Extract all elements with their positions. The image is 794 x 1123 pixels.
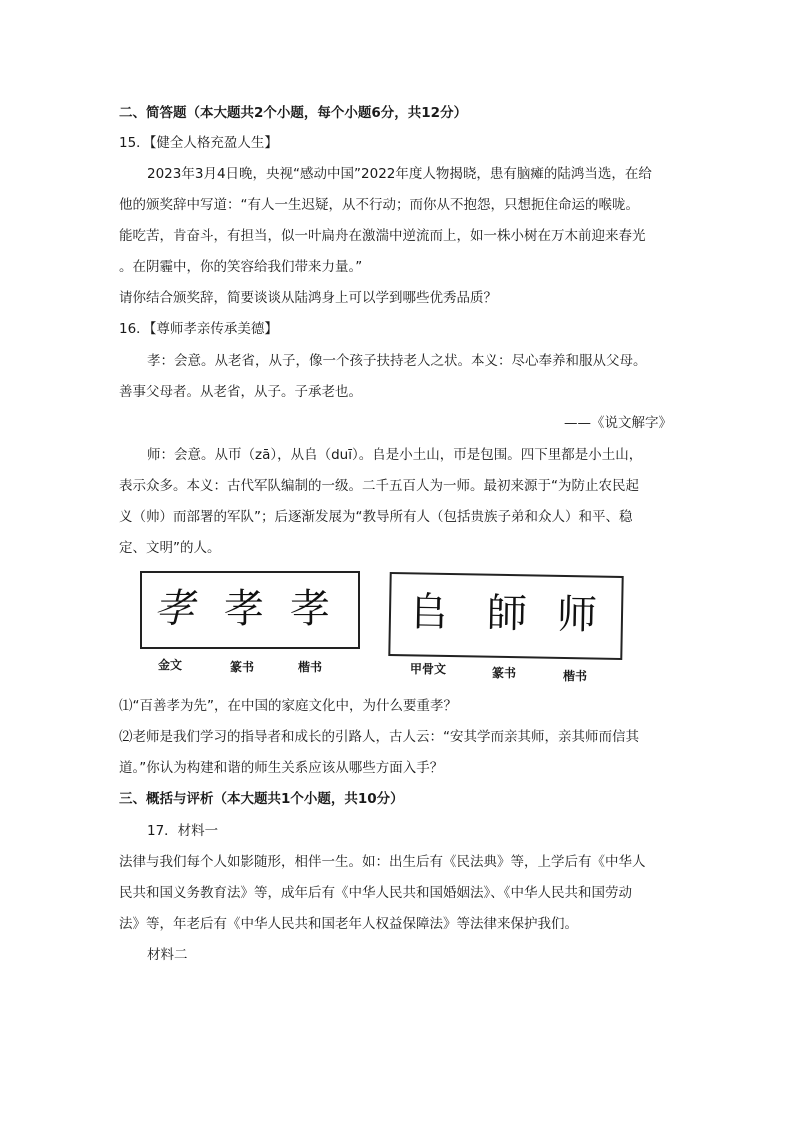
q15-title: 15．【健全人格充盈人生】	[119, 135, 278, 151]
xiao-jinwen-glyph: 孝	[154, 586, 194, 632]
q16-title: 16．【尊师孝亲传承美德】	[119, 321, 278, 337]
q16-source: ——《说文解字》	[564, 415, 672, 431]
xiao-caption-zhuanshu: 篆书	[230, 660, 255, 674]
section2-heading: 二、简答题（本大题共2个小题，每个小题6分，共12分）	[119, 105, 468, 121]
shi-zhuanshu-glyph: 師	[486, 590, 528, 638]
xiao-script-figure	[140, 571, 360, 649]
q15-question: 请你结合颁奖辞，简要谈谈从陆鸿身上可以学到哪些优秀品质？	[119, 290, 497, 306]
q15-paragraph-line-2: 他的颁奖辞中写道：“有人一生迟疑，从不行动；而你从不抱怨，只想扼住命运的喉咙。	[119, 197, 639, 213]
q16-sub-question-2-line-2: 道。”你认为构建和谐的师生关系应该从哪些方面入手？	[119, 760, 444, 776]
q15-paragraph-line-1: 2023年3月4日晚，央视“感动中国”2022年度人物揭晓，患有脑瘫的陆鸿当选，在给	[147, 166, 652, 182]
shi-caption-kaishu: 楷书	[563, 669, 588, 683]
q17-material1-line-2: 民共和国义务教育法》等，成年后有《中华人民共和国婚姻法》、《中华人民共和国劳动	[119, 885, 632, 901]
q15-paragraph-line-4: 。在阴霾中，你的笑容给我们带来力量。”	[119, 259, 363, 275]
shi-kaishu-glyph: 师	[556, 591, 598, 639]
xiao-zhuanshu-glyph: 孝	[224, 586, 264, 632]
q17-label: 17．材料一	[147, 823, 219, 839]
q16-xiao-line-2: 善事父母者。从老省，从子。子承老也。	[119, 384, 362, 400]
q15-paragraph-line-3: 能吃苦，肯奋斗，有担当，似一叶扁舟在激湍中逆流而上，如一株小树在万木前迎来春光	[119, 228, 646, 244]
shi-jiaguwen-glyph: 𠂤	[408, 589, 450, 637]
shi-script-figure	[388, 572, 623, 660]
shi-caption-jiaguwen: 甲骨文	[410, 662, 447, 676]
xiao-kaishu-glyph: 孝	[290, 586, 330, 632]
section3-heading: 三、概括与评析（本大题共1个小题，共10分）	[119, 791, 404, 807]
q16-sub-question-2-line-1: ⑵老师是我们学习的指导者和成长的引路人，古人云：“安其学而亲其师，亲其师而信其	[119, 729, 639, 745]
q17-material1-line-1: 法律与我们每个人如影随形，相伴一生。如：出生后有《民法典》等，上学后有《中华人	[119, 854, 646, 870]
q16-shi-line-1: 师：会意。从帀（zā），从𠂤（duī）。𠂤是小土山，帀是包围。四下里都是小土山，	[147, 447, 643, 463]
q17-material2-label: 材料二	[147, 947, 188, 963]
q17-material1-line-3: 法》等，年老后有《中华人民共和国老年人权益保障法》等法律来保护我们。	[119, 916, 578, 932]
q16-xiao-line-1: 孝：会意。从老省，从子，像一个孩子扶持老人之状。本义：尽心奉养和服从父母。	[147, 353, 647, 369]
q16-shi-line-4: 定、文明”的人。	[119, 540, 221, 556]
shi-caption-zhuanshu: 篆书	[492, 666, 517, 680]
xiao-caption-jinwen: 金文	[158, 658, 183, 672]
xiao-caption-kaishu: 楷书	[298, 660, 323, 674]
q16-shi-line-2: 表示众多。本义：古代军队编制的一级。二千五百人为一师。最初来源于“为防止农民起	[119, 478, 639, 494]
q16-sub-question-1: ⑴“百善孝为先”，在中国的家庭文化中，为什么要重孝？	[119, 698, 457, 714]
q16-shi-line-3: 义（帅）而部署的军队”；后逐渐发展为“教导所有人（包括贵族子弟和众人）和平、稳	[119, 509, 633, 525]
